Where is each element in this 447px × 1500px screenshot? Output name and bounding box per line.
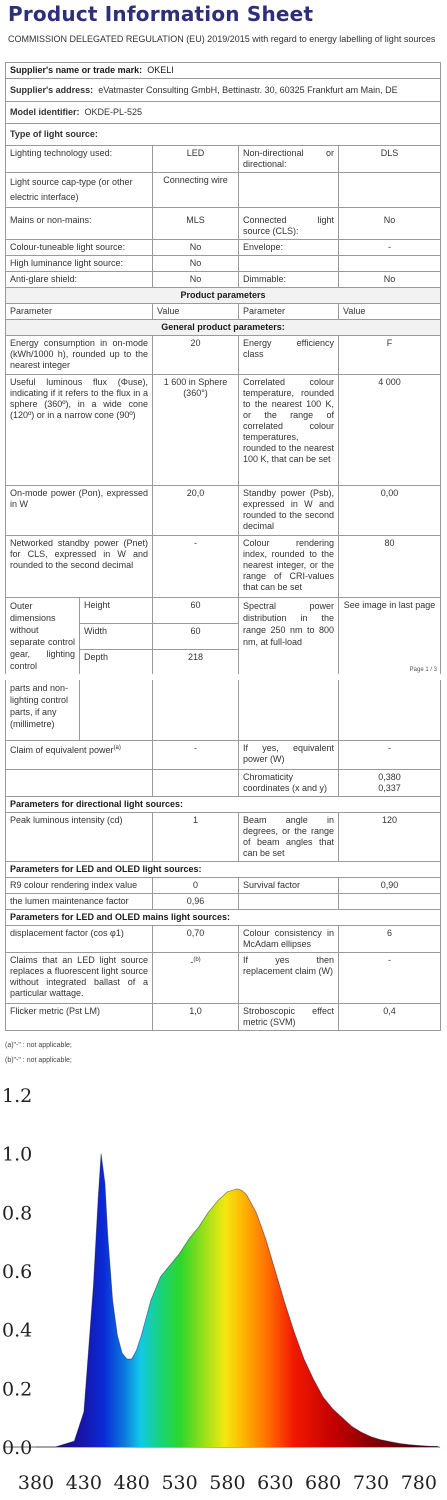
chromaticity-row [6, 770, 441, 797]
height-label: Height [80, 598, 153, 624]
survival-label: Survival factor [239, 878, 339, 894]
type-row [6, 173, 441, 208]
supplier-value: OKELI [147, 65, 174, 75]
general-value-1: 1 600 in Sphere (360°) [153, 375, 239, 486]
r9-label: R9 colour rendering index value [6, 878, 153, 894]
type-label-1: Light source cap-type (or other electric interface) [6, 173, 153, 208]
dimension-continuation-row [6, 680, 441, 741]
type-label-2: Envelope: [239, 240, 339, 256]
y-tick-label: 1.2 [2, 1085, 33, 1107]
type-row [6, 272, 441, 288]
supplier-row [6, 63, 441, 79]
led-row [6, 894, 441, 910]
footnote-a: (a)"-" : not applicable; [5, 1042, 72, 1049]
general-label-2: Correlated colour temperature, rounded to the nearest 100 K, or the range of correlated colour temperatures, rounded to the nearest 100 K, that can be set [239, 375, 339, 486]
model-row [6, 102, 441, 124]
general-label-1: On-mode power (Pon), expressed in W [6, 486, 153, 536]
x-tick-label: 680 [305, 1472, 342, 1494]
spd-value: See image in last page [339, 598, 441, 675]
general-row [6, 536, 441, 598]
general-parameters-heading: General product parameters: [6, 320, 441, 336]
type-row [6, 256, 441, 272]
general-row [6, 336, 441, 375]
spectrum-area [36, 1154, 438, 1447]
type-heading-row [6, 124, 441, 146]
type-label-1: Lighting technology used: [6, 146, 153, 173]
general-value-2: 0,00 [339, 486, 441, 536]
general-label-2: Colour rendering index, rounded to the nearest integer, or the range of CRI-values that can be set [239, 536, 339, 598]
regulation-subtitle: COMMISSION DELEGATED REGULATION (EU) 2019/2015 with regard to energy labelling of light sources [8, 34, 436, 44]
type-label-2 [239, 173, 339, 208]
y-tick-label: 0.6 [2, 1261, 33, 1283]
x-tick-label: 580 [209, 1472, 246, 1494]
general-row [6, 486, 441, 536]
column-header-row [6, 304, 441, 320]
led-mains-heading: Parameters for LED and OLED mains light sources: [6, 910, 441, 926]
peak-intensity-label: Peak luminous intensity (cd) [6, 813, 153, 862]
info-table [5, 62, 441, 598]
claims-footnote-ref: (b) [193, 957, 201, 963]
type-value-2 [339, 256, 441, 272]
continuation-table [5, 680, 441, 1031]
type-value-2: - [339, 240, 441, 256]
y-tick-label: 0.8 [2, 1202, 33, 1225]
height-value: 60 [153, 598, 239, 624]
led-heading: Parameters for LED and OLED light sources: [6, 862, 441, 878]
led-mains-row [6, 926, 441, 953]
x-tick-label: 430 [65, 1472, 102, 1494]
led-mains-row [6, 953, 441, 1004]
col-parameter: Parameter [6, 304, 153, 320]
claims-value: - [190, 957, 194, 967]
section-row [6, 797, 441, 813]
spectral-distribution-chart [0, 1075, 447, 1500]
general-row [6, 375, 441, 486]
consistency-value: 6 [339, 926, 441, 953]
depth-label: Depth [80, 649, 153, 674]
address-row [6, 79, 441, 102]
directional-heading: Parameters for directional light sources: [6, 797, 441, 813]
lumen-maintenance-label: the lumen maintenance factor [6, 894, 153, 910]
type-value-2: DLS [339, 146, 441, 173]
general-value-2: F [339, 336, 441, 375]
flicker-value: 1,0 [153, 1004, 239, 1031]
depth-value: 218 [153, 649, 239, 674]
replacement-value: - [339, 953, 441, 1004]
general-value-2: 4 000 [339, 375, 441, 486]
equivalent-if-value: - [339, 741, 441, 770]
dimensions-label-continued: parts and non-lighting control parts, if any (millimetre) [6, 680, 80, 741]
replacement-label: If yes then replacement claim (W) [239, 953, 339, 1004]
general-label-2: Energy efficiency class [239, 336, 339, 375]
address-label: Supplier's address: [10, 85, 94, 95]
type-label-2: Dimmable: [239, 272, 339, 288]
peak-intensity-value: 1 [153, 813, 239, 862]
y-tick-label: 0.2 [2, 1378, 33, 1401]
x-tick-labels [18, 1472, 437, 1494]
type-row [6, 240, 441, 256]
general-label-1: Energy consumption in on-mode (kWh/1000 h), rounded up to the nearest integer [6, 336, 153, 375]
spd-label: Spectral power distribution in the range 250 nm to 800 nm, at full-load [239, 598, 339, 675]
type-label-2: Non-directional or directional: [239, 146, 339, 173]
general-label-1: Useful luminous flux (Φuse), indicating if it refers to the flux in a sphere (360º), in a wide cone (120º) or in a narrow cone (90º) [6, 375, 153, 486]
type-label-2 [239, 256, 339, 272]
r9-value: 0 [153, 878, 239, 894]
type-value-1: No [153, 272, 239, 288]
led-mains-row [6, 1004, 441, 1031]
general-value-1: - [153, 536, 239, 598]
type-label: Type of light source: [10, 129, 98, 139]
width-label: Width [80, 623, 153, 649]
general-label-2: Standby power (Psb), expressed in W and rounded to the second decimal [239, 486, 339, 536]
type-label-1: Mains or non-mains: [6, 208, 153, 240]
lumen-maintenance-value: 0,96 [153, 894, 239, 910]
x-tick-label: 480 [113, 1472, 150, 1494]
page-number: Page 1 / 3 [409, 667, 437, 673]
general-value-2: 80 [339, 536, 441, 598]
type-value-1: Connecting wire [153, 173, 239, 208]
beam-angle-value: 120 [339, 813, 441, 862]
address-value: eVatmaster Consulting GmbH, Bettinastr. 30, 60325 Frankfurt am Main, DE [98, 85, 398, 95]
dimension-row [6, 598, 441, 624]
displacement-label: displacement factor (cos φ1) [6, 926, 153, 953]
section-row [6, 320, 441, 336]
type-value-2: No [339, 272, 441, 288]
consistency-label: Colour consistency in McAdam ellipses [239, 926, 339, 953]
stroboscopic-label: Stroboscopic effect metric (SVM) [239, 1004, 339, 1031]
width-value: 60 [153, 623, 239, 649]
section-row [6, 862, 441, 878]
stroboscopic-value: 0,4 [339, 1004, 441, 1031]
type-row [6, 208, 441, 240]
dimensions-label: Outer dimensions without separate control gear, lighting control [6, 598, 80, 675]
y-tick-labels [2, 1085, 32, 1459]
model-value: OKDE-PL-525 [84, 107, 143, 117]
col-parameter: Parameter [239, 304, 339, 320]
type-value-2 [339, 173, 441, 208]
type-value-1: LED [153, 146, 239, 173]
col-value: Value [153, 304, 239, 320]
chromaticity-label: Chromaticity coordinates (x and y) [239, 770, 339, 797]
page-title: Product Information Sheet [8, 2, 314, 26]
chromaticity-x: 0,380 [378, 772, 401, 782]
x-tick-label: 780 [400, 1472, 437, 1494]
model-label: Model identifier: [10, 107, 80, 117]
dimensions-table [5, 597, 441, 674]
equivalent-footnote-ref: (a) [113, 745, 121, 751]
type-label-2: Connected light source (CLS): [239, 208, 339, 240]
led-row [6, 878, 441, 894]
equivalent-if-label: If yes, equivalent power (W) [239, 741, 339, 770]
y-tick-label: 0.0 [2, 1437, 33, 1459]
x-tick-label: 630 [257, 1472, 294, 1494]
flicker-label: Flicker metric (Pst LM) [6, 1004, 153, 1031]
section-row [6, 288, 441, 304]
chromaticity-y: 0,337 [378, 783, 401, 793]
type-value-1: MLS [153, 208, 239, 240]
equivalent-power-row [6, 741, 441, 770]
col-value: Value [339, 304, 441, 320]
type-row [6, 146, 441, 173]
type-value-1: No [153, 256, 239, 272]
equivalent-label: Claim of equivalent power [10, 745, 114, 755]
type-value-2: No [339, 208, 441, 240]
y-tick-label: 0.4 [2, 1319, 33, 1342]
type-label-1: High luminance light source: [6, 256, 153, 272]
x-tick-label: 730 [352, 1472, 390, 1494]
footnote-b: (b)"-" : not applicable; [5, 1057, 72, 1064]
survival-value: 0,90 [339, 878, 441, 894]
claims-label: Claims that an LED light source replaces a fluorescent light source without integrated ballast of a particular wattage. [6, 953, 153, 1004]
section-row [6, 910, 441, 926]
type-value-1: No [153, 240, 239, 256]
displacement-value: 0,70 [153, 926, 239, 953]
general-label-1: Networked standby power (Pnet) for CLS, expressed in W and rounded to the second decimal [6, 536, 153, 598]
y-tick-label: 1.0 [2, 1143, 33, 1166]
x-tick-label: 380 [17, 1472, 55, 1494]
equivalent-value: - [153, 741, 239, 770]
directional-row [6, 813, 441, 862]
supplier-label: Supplier's name or trade mark: [10, 65, 143, 75]
general-value-1: 20,0 [153, 486, 239, 536]
product-parameters-heading: Product parameters [6, 288, 441, 304]
beam-angle-label: Beam angle in degrees, or the range of beam angles that can be set [239, 813, 339, 862]
type-label-1: Colour-tuneable light source: [6, 240, 153, 256]
x-tick-label: 530 [161, 1472, 198, 1494]
type-label-1: Anti-glare shield: [6, 272, 153, 288]
general-value-1: 20 [153, 336, 239, 375]
